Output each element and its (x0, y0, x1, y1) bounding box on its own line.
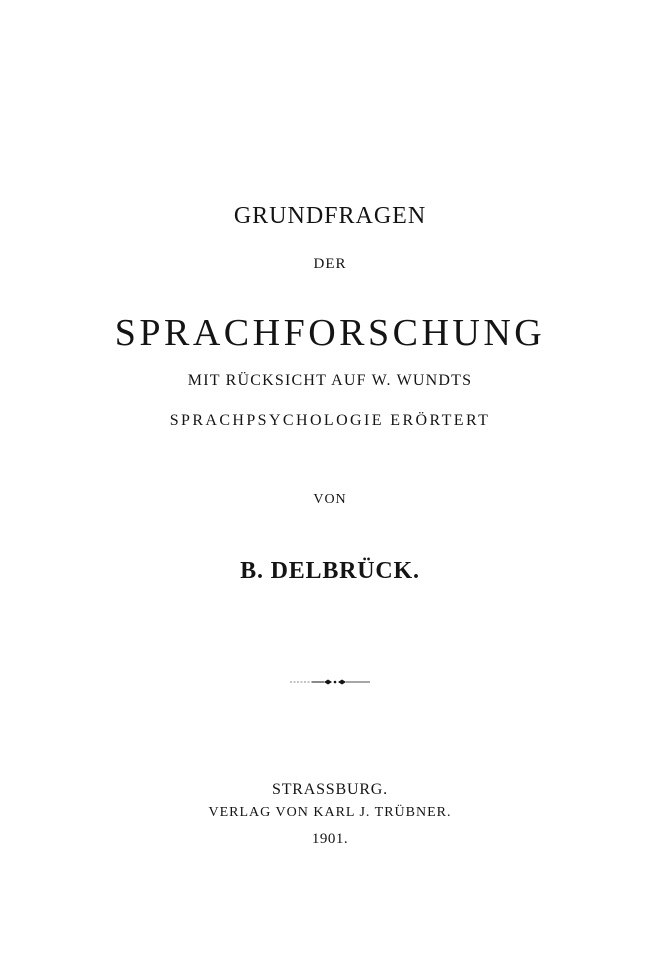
publisher-line: VERLAG VON KARL J. TRÜBNER. (208, 805, 452, 820)
title-line-der: DER (313, 256, 347, 272)
title-line-grundfragen: GRUNDFRAGEN (233, 203, 427, 229)
subtitle-line-1: MIT RÜCKSICHT AUF W. WUNDTS (187, 372, 473, 389)
main-title: SPRACHFORSCHUNG (114, 312, 546, 354)
publication-year: 1901. (311, 831, 349, 847)
diamond-rule-ornament-icon (290, 677, 370, 687)
author-name: B. DELBRÜCK. (240, 558, 420, 584)
publication-place: STRASSBURG. (272, 781, 388, 798)
subtitle-line-2: SPRACHPSYCHOLOGIE ERÖRTERT (169, 412, 491, 429)
by-label: VON (313, 492, 347, 507)
